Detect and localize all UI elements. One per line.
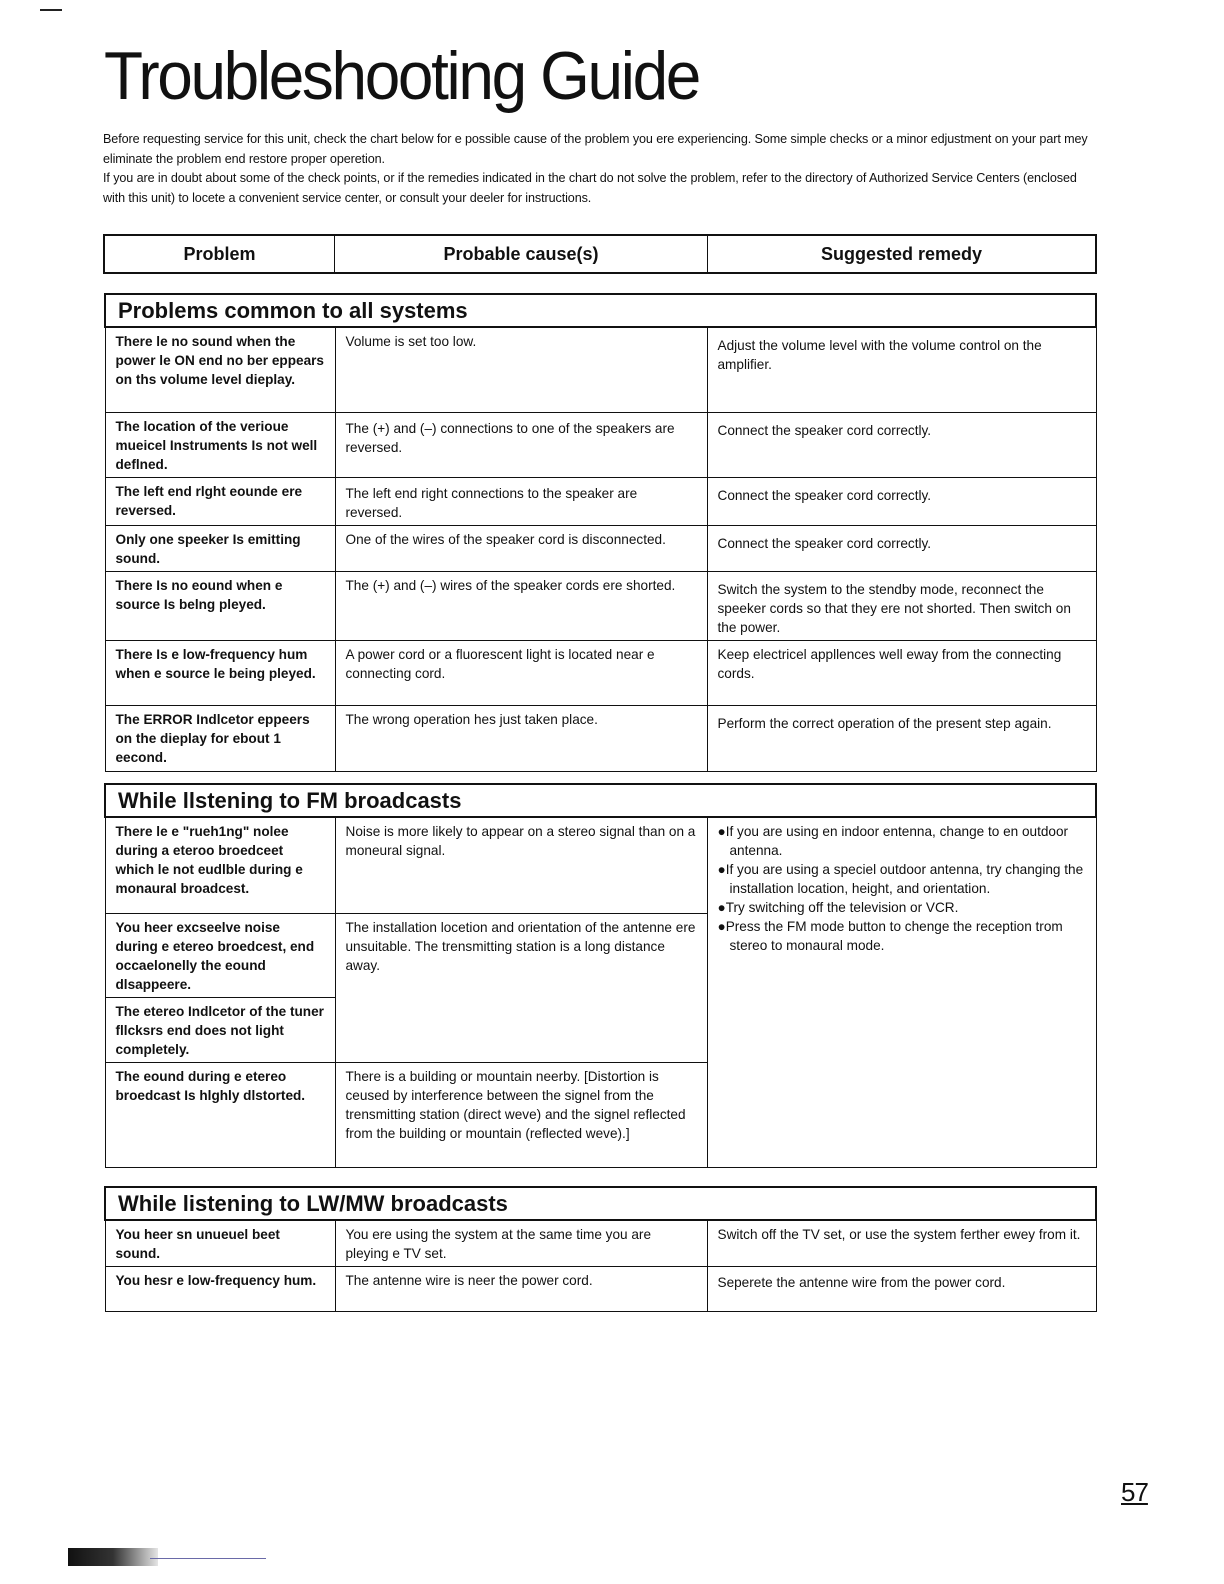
problem-cell: The location of the verioue mueicel Instruments Is not well deflned. (105, 412, 335, 477)
problem-cell: The etereo Indlcetor of the tuner fllcksrs end does not light completely. (105, 997, 335, 1062)
problem-cell: There Is e low-frequency hum when e source le being pleyed. (105, 640, 335, 705)
section-lw-mw-broadcasts (104, 1186, 1097, 1312)
intro-paragraph: If you are in doubt about some of the check points, or if the remedies indicated in the chart do not solve the problem, refer to the directory of Authorized Service Centers (enclosed with this unit) to locete a convenient service center, or consult your deeler for instructions. (103, 171, 1077, 205)
problem-cell: You hesr e low-frequency hum. (105, 1267, 335, 1312)
section-title-row (105, 784, 1096, 817)
problem-cell: The left end rlght eounde ere reversed. (105, 477, 335, 525)
header-problem: Problem (105, 236, 335, 272)
scan-mark-top (40, 9, 62, 11)
problem-cell: Only one speeker Is emitting sound. (105, 525, 335, 571)
remedy-cell: Adjust the volume level with the volume control on the amplifier. (707, 327, 1096, 412)
page-number: 57 (1121, 1477, 1148, 1507)
remedy-cell: Perform the correct operation of the present step again. (707, 705, 1096, 771)
problem-cell: The eound during e etereo broedcast Is hlghly dlstorted. (105, 1062, 335, 1167)
cause-cell: One of the wires of the speaker cord is disconnected. (335, 525, 707, 571)
section-title-row (105, 1187, 1096, 1220)
problem-cell: There Is no eound when e source Is belng pleyed. (105, 571, 335, 640)
problem-cell: You heer excseelve noise during e etereo broedcest, end occaelonelly the eound dlsappeere. (105, 913, 335, 997)
section-title-row (105, 294, 1096, 327)
cause-cell: The wrong operation hes just taken place. (335, 705, 707, 771)
table-header (103, 234, 1097, 274)
cause-cell: There is a building or mountain neerby. [Distortion is ceused by interference between the signel from the trensmitting station (direct weve) and the signel reflected from the building or mountain (reflected weve).] (335, 1062, 707, 1167)
table-row (105, 1267, 1096, 1312)
table-row (105, 640, 1096, 705)
scan-line-bottom (150, 1558, 266, 1559)
section-fm-broadcasts (104, 783, 1097, 1168)
remedy-bullet: ●Press the FM mode button to chenge the reception trom stereo to monaural mode. (717, 919, 1063, 953)
table-row (105, 705, 1096, 771)
header-cause: Probable cause(s) (335, 236, 708, 272)
section-title: While llstening to FM broadcasts (105, 784, 1096, 817)
cause-cell: The left end right connections to the speaker are reversed. (335, 477, 707, 525)
problem-cell: The ERROR Indlcetor eppeers on the dieplay for ebout 1 eecond. (105, 705, 335, 771)
table-row (105, 412, 1096, 477)
remedy-bullet: ●Try switching off the television or VCR. (717, 900, 959, 915)
intro-text (103, 130, 1097, 208)
table-row (105, 525, 1096, 571)
remedy-cell: Connect the speaker cord correctly. (707, 525, 1096, 571)
remedy-cell: Switch the system to the stendby mode, reconnect the speeker cords so that they ere not shorted. Then switch on the power. (707, 571, 1096, 640)
remedy-cell: Seperete the antenne wire from the power cord. (707, 1267, 1096, 1312)
page-title: Troubleshooting Guide (104, 38, 700, 114)
remedy-bullet: ●If you are using a speciel outdoor antenna, try changing the installation location, height, and orientation. (717, 862, 1084, 896)
remedy-bullet: ●If you are using en indoor entenna, change to en outdoor antenna. (717, 824, 1069, 858)
remedy-cell (707, 817, 1096, 1167)
cause-cell: The installation locetion and orientation of the antenne ere unsuitable. The trensmitting station is a long distance away. (335, 913, 707, 1062)
header-remedy: Suggested remedy (820, 243, 983, 264)
cause-cell: Volume is set too low. (335, 327, 707, 412)
cause-cell: Noise is more likely to appear on a stereo signal than on a moneural signal. (335, 817, 707, 913)
table-row (105, 1220, 1096, 1267)
remedy-cell: Switch off the TV set, or use the system ferther ewey from it. (707, 1220, 1096, 1267)
table-row (105, 571, 1096, 640)
table-row (105, 477, 1096, 525)
cause-cell: The (+) and (–) connections to one of the speakers are reversed. (335, 412, 707, 477)
problem-cell: There le no sound when the power le ON end no ber eppears on ths volume level dieplay. (105, 327, 335, 412)
section-common-problems (104, 293, 1097, 772)
cause-cell: A power cord or a fluorescent light is located near e connecting cord. (335, 640, 707, 705)
table-row (105, 817, 1096, 913)
scan-mark-bottom (68, 1548, 158, 1566)
remedy-cell: Connect the speaker cord correctly. (707, 477, 1096, 525)
remedy-cell: Keep electricel appllences well eway from the connecting cords. (707, 640, 1096, 705)
problem-cell: You heer sn unueuel beet sound. (105, 1220, 335, 1267)
table-row (105, 327, 1096, 412)
cause-cell: The antenne wire is neer the power cord. (335, 1267, 707, 1312)
remedy-cell: Connect the speaker cord correctly. (707, 412, 1096, 477)
cause-cell: The (+) and (–) wires of the speaker cords ere shorted. (335, 571, 707, 640)
section-title: While listening to LW/MW broadcasts (105, 1187, 1096, 1220)
cause-cell: You ere using the system at the same time you are pleying e TV set. (335, 1220, 707, 1267)
problem-cell: There le e "rueh1ng" nolee during a eteroo broedceet which le not eudlble during e monaural broadcest. (105, 817, 335, 913)
intro-paragraph: Before requesting service for this unit, check the chart below for e possible cause of the problem you ere experiencing. Some simple checks or a minor edjustment on your part mey eliminate the problem end restore proper operetion. (103, 132, 1088, 166)
section-title: Problems common to all systems (105, 294, 1096, 327)
